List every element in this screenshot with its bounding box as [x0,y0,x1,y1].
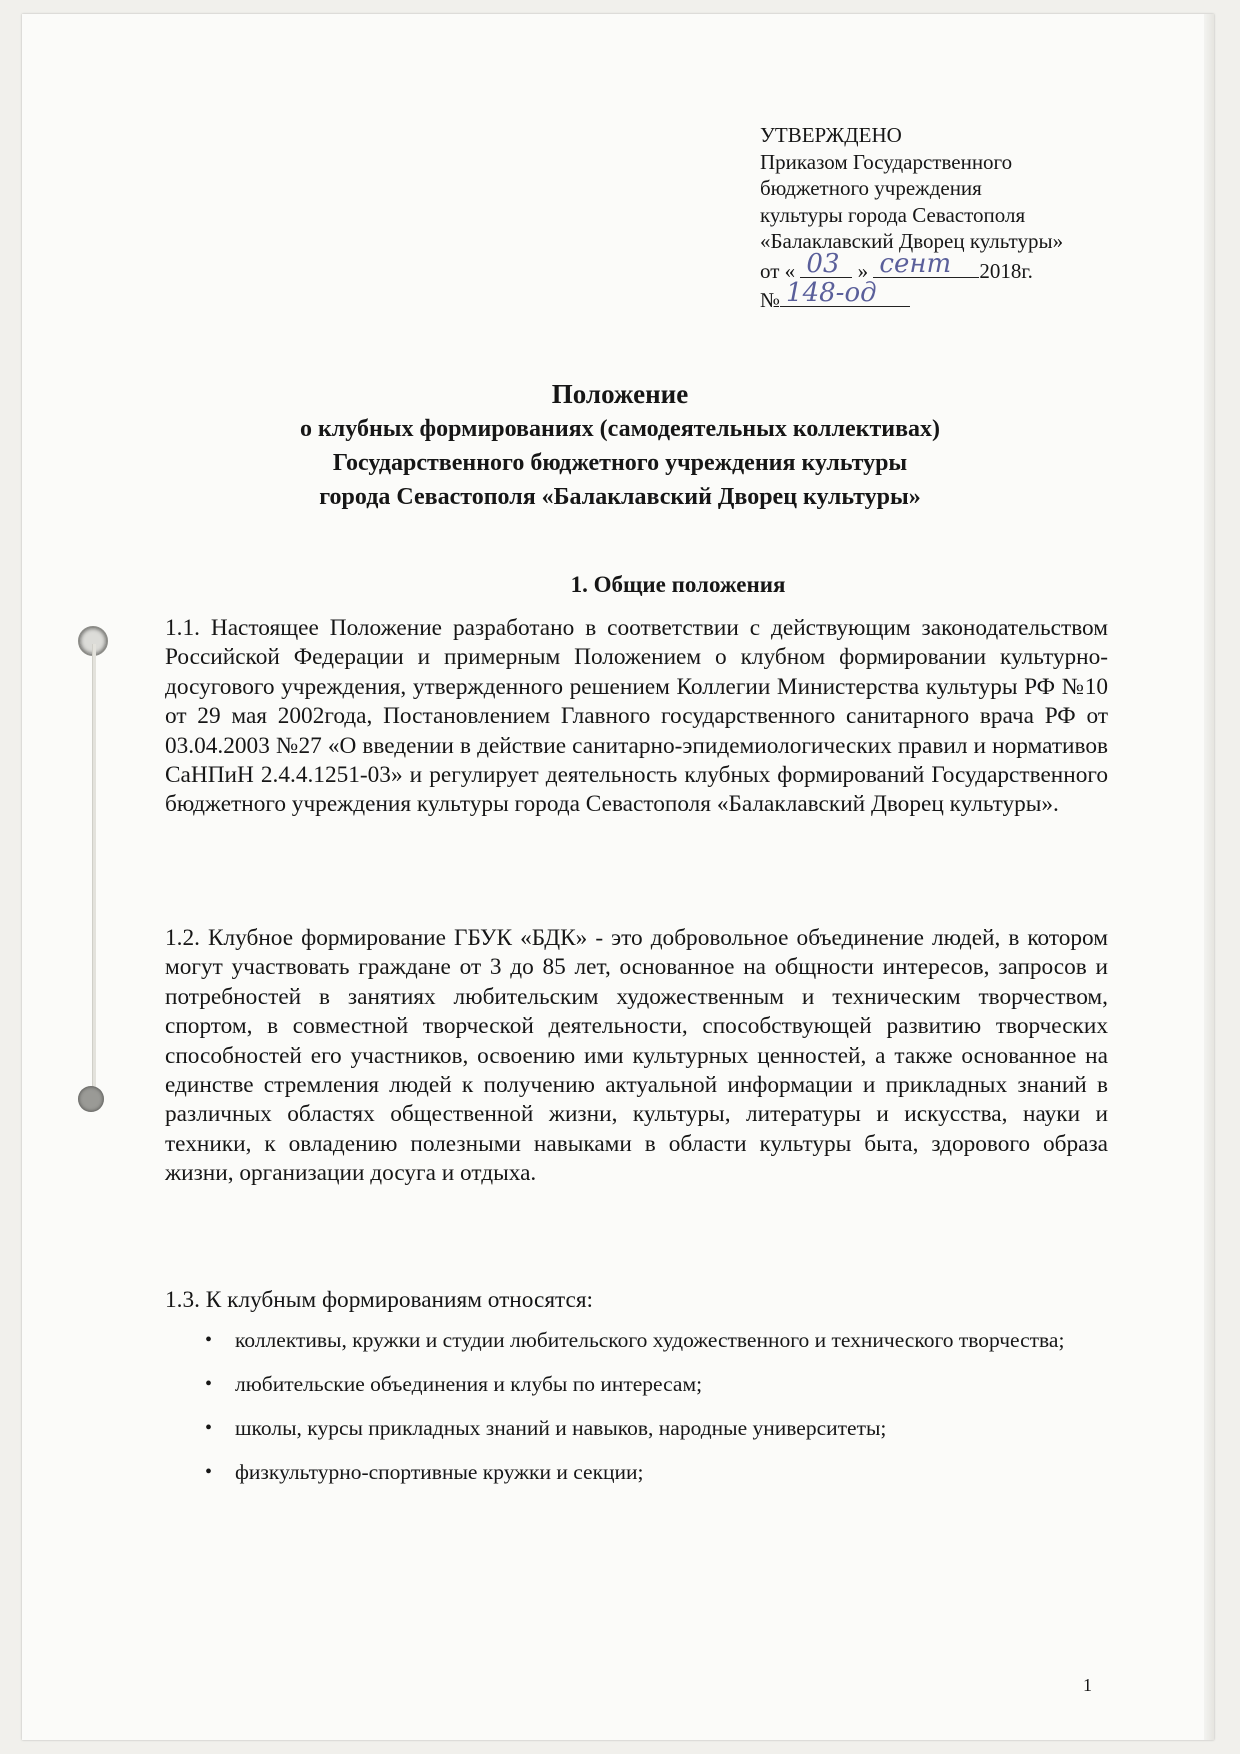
page-number: 1 [1083,1675,1092,1695]
approval-number-line [760,278,1063,314]
paragraph-1-2: 1.2. Клубное формирование ГБУК «БДК» - это добровольное объединение людей, в котором могут участвовать граждане от 3 до 85 лет, основанное на общности интересов, запросов и потребностей в занятиях любительским художественным и техническим творчеством, спортом, в совместной творческой деятельности, способствующей развитию творческих способностей его участников, освоению ими культурных ценностей, а также основанное на единстве стремления людей к получению актуальной информации и прикладных знаний в различных областях общественной жизни, культуры, литературы и искусства, науки и техники, к овладению полезными навыками в области культуры быта, здорового образа жизни, организации досуга и отдыха. [165,925,1108,1187]
bullet-icon: • [205,1373,213,1395]
approval-line-2: бюджетного учреждения [760,176,982,200]
date-day-handwritten: 03 [806,248,840,279]
date-month-blank [873,248,979,279]
number-prefix: № [760,288,781,312]
date-year: 2018г. [979,258,1033,283]
bullet-icon: • [205,1461,213,1483]
approval-line-4: «Балаклавский Дворец культуры» [760,229,1064,253]
date-prefix: от « [760,258,796,283]
title-main: Положение [551,379,689,409]
title-line-3: города Севастополя «Балаклавский Дворец культуры» [319,484,921,510]
paragraph-1-3: 1.3. К клубным формированиям относятся: [165,1287,594,1313]
bullet-icon: • [205,1417,213,1439]
date-mid: » [857,258,869,283]
document-title [0,376,1240,514]
binding-thread [92,644,96,1092]
approval-heading: УТВЕРЖДЕНО [760,123,902,147]
list-item-text: физкультурно-спортивные кружки и секции; [235,1460,644,1484]
club-types-list [165,1326,1108,1502]
list-item [165,1370,1108,1398]
list-item-text: коллективы, кружки и студии любительского художественного и технического творчества; [235,1328,1065,1352]
approval-block [760,122,1063,314]
date-day-blank [800,248,852,279]
list-item-text: любительские объединения и клубы по интересам; [235,1372,703,1396]
paragraph-1-1: 1.1. Настоящее Положение разработано в соответствии с действующим законодательством Российской Федерации и примерным Положением о клубном формировании культурно-досугового учреждения, утвержденного решением Коллегии Министерства культуры РФ №10 от 29 мая 2002года, Постановлением Главного государственного санитарного врача РФ от 03.04.2003 №27 «О введении в действие санитарно-эпидемиологических правил и нормативов СаНПиН 2.4.4.1251-03» и регулирует деятельность клубных формирований Государственного бюджетного учреждения культуры города Севастополя «Балаклавский Дворец культуры». [165,615,1108,818]
bullet-icon: • [205,1329,213,1351]
list-item [165,1414,1108,1442]
date-month-handwritten: сент [879,248,952,279]
approval-line-3: культуры города Севастополя [760,202,1026,227]
punch-hole-bottom [78,1086,104,1112]
number-handwritten: 148-од [786,278,877,308]
approval-line-1: Приказом Государственного [760,149,1013,174]
number-blank [780,278,910,308]
list-item-text: школы, курсы прикладных знаний и навыков, народные университеты; [235,1416,887,1440]
paper-edge [1204,14,1214,1740]
list-item [165,1458,1108,1486]
list-item [165,1326,1108,1354]
section-heading: 1. Общие положения [570,572,786,597]
title-line-2: Государственного бюджетного учреждения культуры [332,450,908,476]
title-line-1: о клубных формированиях (самодеятельных коллективах) [299,416,941,442]
